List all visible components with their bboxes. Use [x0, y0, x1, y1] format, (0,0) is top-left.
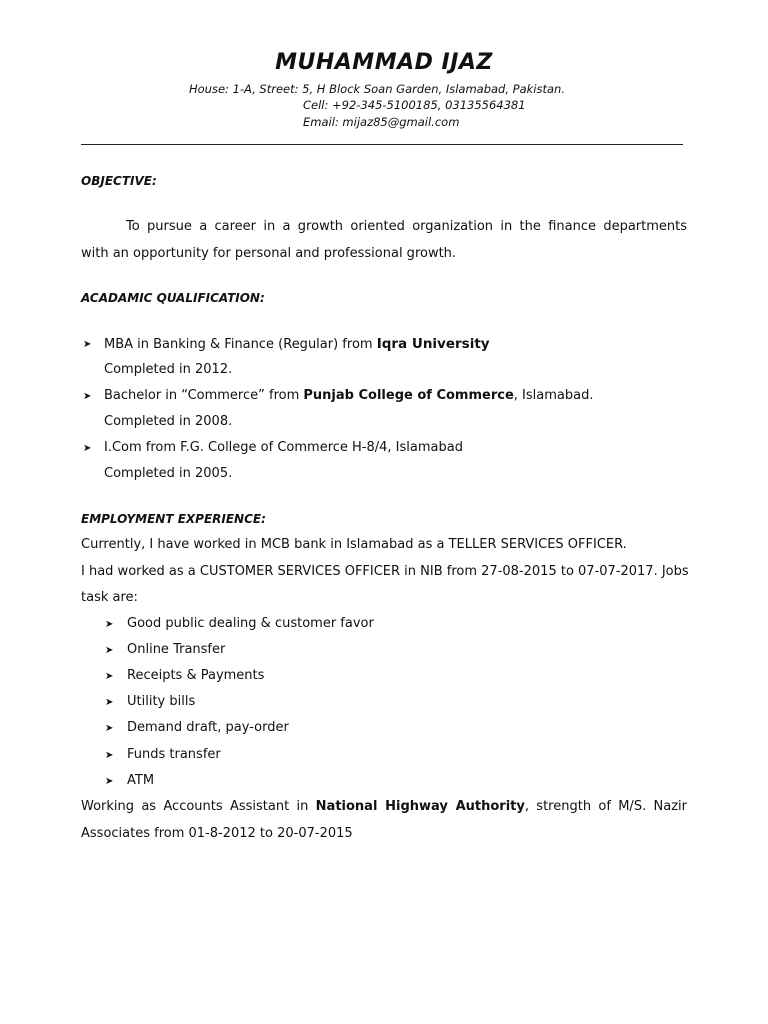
arrow-bullet-icon: ➤: [105, 776, 114, 787]
candidate-name: MUHAMMAD IJAZ: [275, 50, 493, 75]
academic-item-3: I.Com from F.G. College of Commerce H-8/4, Islamabad: [104, 440, 463, 455]
arrow-bullet-icon: ➤: [83, 391, 92, 402]
employment-nha-organization: National Highway Authority: [315, 799, 525, 814]
employment-nib-line-2: task are:: [81, 590, 138, 605]
arrow-bullet-icon: ➤: [105, 619, 114, 630]
arrow-bullet-icon: ➤: [105, 645, 114, 656]
academic-item-1-completed: Completed in 2012.: [104, 362, 233, 377]
task-item: Online Transfer: [127, 642, 226, 657]
employment-nha-text: Working as Accounts Assistant in: [81, 799, 316, 814]
arrow-bullet-icon: ➤: [83, 443, 92, 454]
address-line: House: 1-A, Street: 5, H Block Soan Garden, Islamabad, Pakistan.: [189, 82, 565, 96]
task-item: Good public dealing & customer favor: [127, 616, 374, 631]
employment-heading: EMPLOYMENT EXPERIENCE:: [81, 512, 266, 526]
objective-line-1: To pursue a career in a growth oriented organization in the finance departments: [126, 219, 687, 234]
employment-current: Currently, I have worked in MCB bank in Islamabad as a TELLER SERVICES OFFICER.: [81, 537, 627, 552]
task-item: ATM: [127, 773, 155, 788]
academic-item-1-institution: Iqra University: [376, 336, 490, 352]
academic-item-1: [104, 336, 490, 352]
arrow-bullet-icon: ➤: [105, 671, 114, 682]
academic-item-2-completed: Completed in 2008.: [104, 414, 233, 429]
task-item: Utility bills: [127, 694, 196, 709]
task-item: Funds transfer: [127, 747, 221, 762]
arrow-bullet-icon: ➤: [105, 697, 114, 708]
academic-item-2-city: , Islamabad.: [513, 388, 594, 403]
academic-heading: ACADAMIC QUALIFICATION:: [81, 291, 265, 305]
academic-item-2: [104, 388, 593, 403]
arrow-bullet-icon: ➤: [83, 339, 92, 350]
arrow-bullet-icon: ➤: [105, 750, 114, 761]
arrow-bullet-icon: ➤: [105, 723, 114, 734]
academic-item-2-text: Bachelor in “Commerce” from: [104, 388, 304, 403]
objective-heading: OBJECTIVE:: [81, 174, 157, 188]
employment-nha-rest: , strength of M/S. Nazir: [524, 799, 687, 814]
academic-item-2-institution: Punjab College of Commerce: [303, 388, 514, 403]
employment-nha-line-2: Associates from 01-8-2012 to 20-07-2015: [81, 826, 353, 841]
academic-item-3-completed: Completed in 2005.: [104, 466, 233, 481]
email-line: Email: mijaz85@gmail.com: [303, 115, 460, 129]
task-item: Demand draft, pay-order: [127, 720, 289, 735]
employment-nha-line-1: [81, 799, 687, 814]
cell-line: Cell: +92-345-5100185, 03135564381: [303, 98, 526, 112]
employment-nib-line-1: I had worked as a CUSTOMER SERVICES OFFICER in NIB from 27-08-2015 to 07-07-2017. Jobs: [81, 564, 689, 579]
academic-item-1-text: MBA in Banking & Finance (Regular) from: [104, 337, 377, 352]
objective-line-2: with an opportunity for personal and professional growth.: [81, 246, 457, 261]
header-divider: [81, 144, 683, 145]
task-item: Receipts & Payments: [127, 668, 265, 683]
